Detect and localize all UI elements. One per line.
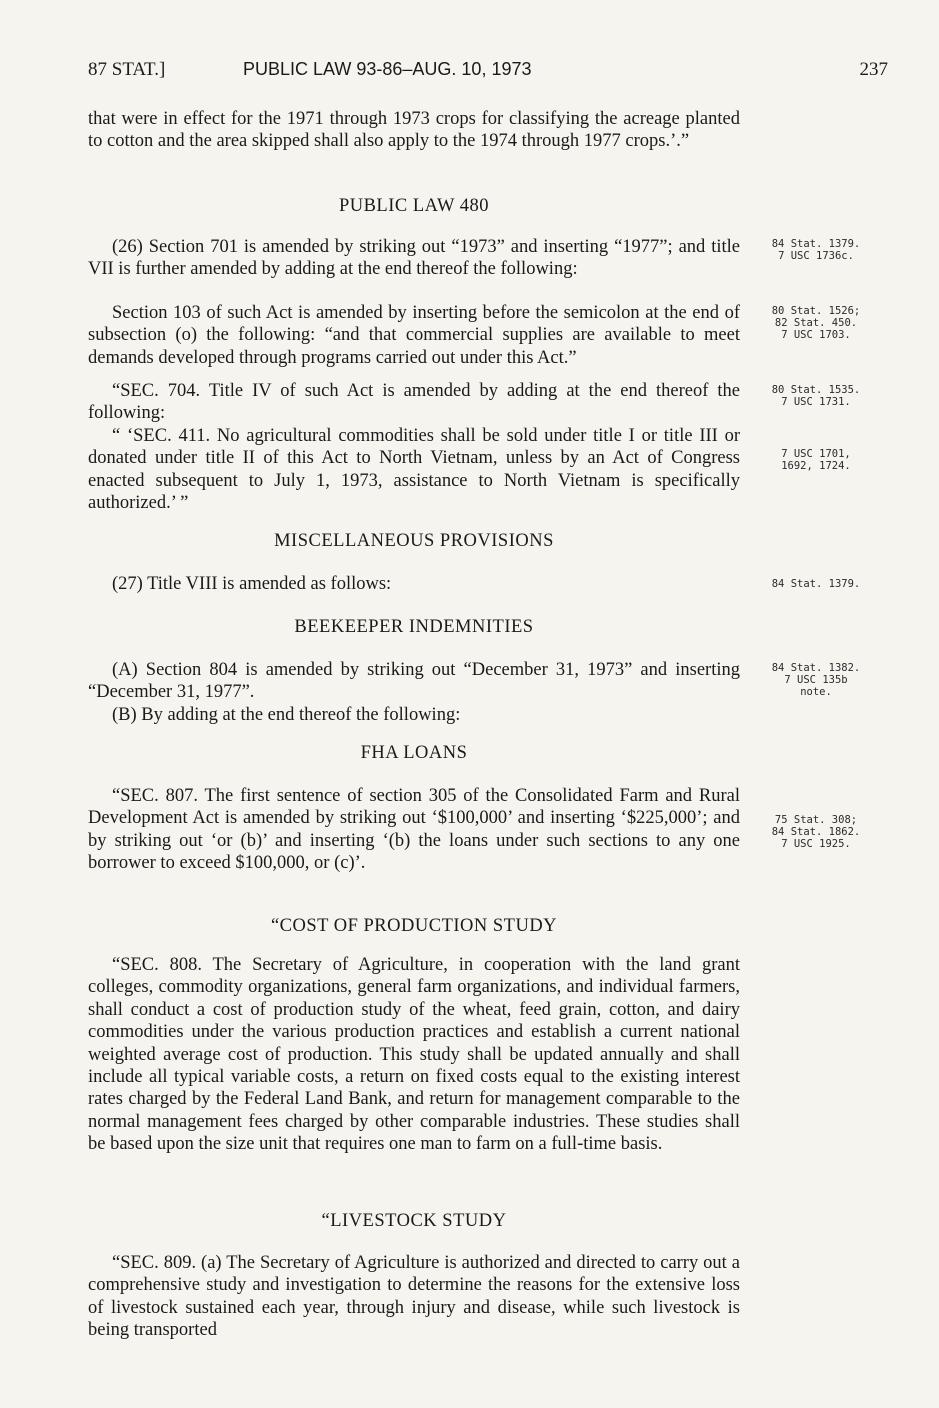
heading-public-law-480: PUBLIC LAW 480 — [338, 196, 490, 216]
law-title: PUBLIC LAW 93-86–AUG. 10, 1973 — [243, 59, 532, 79]
paragraph-cotton-continuation: that were in effect for the 1971 through 1973 crops for classifying the acreage planted to cotton and the area skipped shall also apply to the 1974 through 1977 crops.’.” — [88, 109, 740, 152]
heading-beekeeper-indemnities: BEEKEEPER INDEMNITIES — [294, 617, 534, 637]
paragraph-item-b: (B) By adding at the end thereof the following: — [112, 705, 461, 725]
paragraph-section-27: (27) Title VIII is amended as follows: — [112, 574, 392, 594]
heading-fha-loans: FHA LOANS — [360, 743, 468, 763]
statute-volume: 87 STAT.] — [88, 59, 166, 80]
margin-note-citation: 84 Stat. 1379. 7 USC 1736c. — [771, 238, 861, 262]
paragraph-sec-808: “SEC. 808. The Secretary of Agriculture, in cooperation with the land grant colleges, commodity organizations, general farm organizations, and individual farmers, shall conduct a cost of production study of the wheat, feed grain, cotton, and dairy commodities under the various production practices and establish a current national weighted average cost of production. This study shall be updated annually and shall include all typical variable costs, a return on fixed costs equal to the existing interest rates charged by the Federal Land Bank, and return for management comparable to the normal management fees charged by other comparable industries. These studies shall be based upon the size unit that requires one man to farm on a full-time basis. — [88, 955, 740, 1155]
margin-note-citation: 80 Stat. 1526; 82 Stat. 450. 7 USC 1703. — [771, 305, 861, 341]
paragraph-section-26: (26) Section 701 is amended by striking out “1973” and inserting “1977”; and title VII is further amended by adding at the end thereof the following: — [88, 237, 740, 280]
page-number: 237 — [859, 59, 888, 80]
paragraph-item-a: (A) Section 804 is amended by striking out “December 31, 1973” and inserting “December 31, 1977”. — [88, 660, 740, 703]
margin-note-citation: 84 Stat. 1379. — [771, 578, 861, 590]
paragraph-sec-807: “SEC. 807. The first sentence of section 305 of the Consolidated Farm and Rural Development Act is amended by striking out ‘$100,000’ and inserting ‘$225,000’; and by striking out ‘or (b)’ and inserting ‘(b) the loans under such sections to any one borrower to exceed $100,000, or (c)’. — [88, 786, 740, 874]
paragraph-sec-411: “ ‘SEC. 411. No agricultural commodities shall be sold under title I or title III or donated under title II of this Act to North Vietnam, unless by an Act of Congress enacted subsequent to July 1, 1973, assistance to North Vietnam is specifically authorized.’ ” — [88, 426, 740, 514]
paragraph-sec-704: “SEC. 704. Title IV of such Act is amended by adding at the end thereof the following: — [88, 381, 740, 424]
margin-note-citation: 75 Stat. 308; 84 Stat. 1862. 7 USC 1925. — [771, 814, 861, 850]
paragraph-sec-809: “SEC. 809. (a) The Secretary of Agriculture is authorized and directed to carry out a comprehensive study and investigation to determine the reasons for the extensive loss of livestock sustained each year, through injury and disease, while such livestock is being transported — [88, 1253, 740, 1341]
heading-miscellaneous-provisions: MISCELLANEOUS PROVISIONS — [274, 531, 554, 551]
margin-note-citation: 80 Stat. 1535. 7 USC 1731. — [771, 384, 861, 408]
margin-note-citation: 84 Stat. 1382. 7 USC 135b note. — [771, 662, 861, 698]
heading-cost-of-production-study: “COST OF PRODUCTION STUDY — [270, 916, 558, 936]
margin-note-citation: 7 USC 1701, 1692, 1724. — [781, 448, 851, 472]
paragraph-section-103: Section 103 of such Act is amended by inserting before the semicolon at the end of subsection (o) the following: “and that commercial supplies are available to meet demands developed through programs carried out under this Act.” — [88, 303, 740, 368]
heading-livestock-study: “LIVESTOCK STUDY — [321, 1211, 507, 1231]
running-header — [88, 59, 888, 83]
